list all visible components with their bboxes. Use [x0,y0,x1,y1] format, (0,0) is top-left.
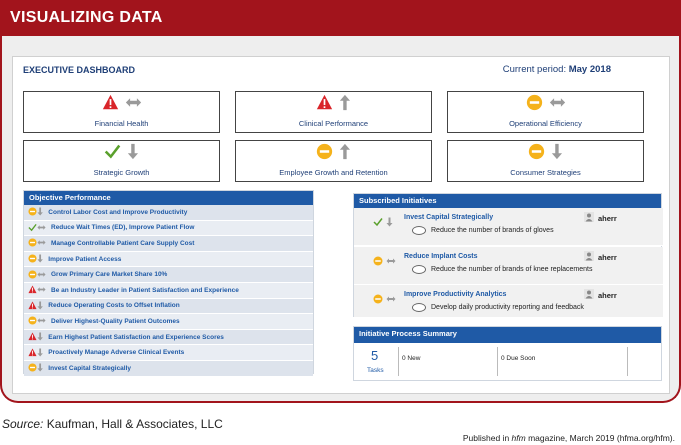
objective-label: Reduce Wait Times (ED), Improve Patient Flow [51,224,195,232]
objective-label: Invest Capital Strategically [48,364,132,372]
description-text: Develop daily productivity reporting and feedback [431,304,584,311]
objective-row[interactable] [24,361,313,377]
tasks-label: Tasks [367,367,384,374]
objective-performance-header: Objective Performance [24,191,313,205]
source-text: Kaufman, Hall & Associates, LLC [43,417,223,431]
objective-label: Reduce Operating Costs to Offset Inflation [48,302,180,310]
due-soon-count[interactable]: 0 Due Soon [501,355,536,362]
user-icon [584,251,594,263]
banner [0,0,681,36]
figure-frame [0,36,681,403]
status-icon [316,94,333,116]
source-label: Source: [2,417,44,431]
card-strategic-growth[interactable] [23,140,220,182]
user-icon [584,212,594,224]
objective-row[interactable] [24,205,313,221]
trend-icon [386,291,396,309]
description-text: Reduce the number of brands of gloves [431,227,554,234]
card-financial-health[interactable] [23,91,220,133]
trend-icon [386,253,396,271]
executive-dashboard [12,56,670,394]
objective-label: Deliver Highest-Quality Patient Outcomes [51,317,180,325]
card-consumer-strategies[interactable] [447,140,644,182]
user-icon [584,289,594,301]
card-clinical-performance[interactable] [235,91,432,133]
subscribed-initiatives-panel [353,193,662,317]
card-employee-growth[interactable] [235,140,432,182]
status-icon [28,359,37,377]
source-credit [2,417,223,431]
initiative-name[interactable]: Invest Capital Strategically [404,214,494,221]
status-icon [373,291,383,309]
period-label: Current period: [502,64,567,75]
description-text: Reduce the number of brands of knee replacements [431,266,593,273]
owner-name: aherr [598,252,617,262]
trend-icon [551,143,563,165]
comment-icon [412,226,426,235]
objective-row[interactable] [24,236,313,252]
objective-label: Earn Highest Patient Satisfaction and Experience Scores [48,333,224,341]
status-icon [373,253,383,271]
objective-row[interactable] [24,252,313,268]
trend-icon [125,94,142,116]
initiative-row[interactable] [354,285,663,318]
objective-label: Control Labor Cost and Improve Productivity [48,208,188,216]
card-label: Operational Efficiency [509,119,582,128]
initiative-owner [584,251,617,263]
owner-name: aherr [598,213,617,223]
initiative-description [412,303,584,312]
objective-row[interactable] [24,283,313,299]
objective-performance-panel [23,190,314,374]
banner-title: VISUALIZING DATA [10,9,163,26]
initiative-owner [584,289,617,301]
trend-icon [549,94,566,116]
objective-label: Manage Controllable Patient Care Supply Cost [51,239,195,247]
divider [398,347,399,376]
tasks-count[interactable]: 5 [371,348,379,363]
initiative-description [412,265,593,274]
objective-label: Improve Patient Access [48,255,122,263]
period-value: May 2018 [568,64,611,75]
divider [627,347,628,376]
status-icon [316,143,333,165]
card-label: Consumer Strategies [510,168,581,177]
objective-row[interactable] [24,299,313,315]
dashboard-title: EXECUTIVE DASHBOARD [23,65,136,75]
objective-row[interactable] [24,221,313,237]
comment-icon [412,265,426,274]
objective-row[interactable] [24,345,313,361]
initiative-process-summary [353,326,662,381]
subscribed-initiatives-header: Subscribed Initiatives [354,194,661,208]
trend-icon [127,143,139,165]
published-mag: hfm [511,433,526,443]
owner-name: aherr [598,290,617,300]
published-credit [463,433,675,443]
comment-icon [412,303,426,312]
published-post: magazine, March 2019 (hfma.org/hfm). [525,433,675,443]
current-period [503,64,611,75]
objective-row[interactable] [24,330,313,346]
card-label: Employee Growth and Retention [279,168,388,177]
objective-row[interactable] [24,267,313,283]
published-pre: Published in [462,433,512,443]
trend-icon [386,214,393,232]
card-operational-efficiency[interactable] [447,91,644,133]
status-icon [528,143,545,165]
objective-label: Grow Primary Care Market Share 10% [51,271,168,279]
status-icon [373,214,383,232]
initiative-name[interactable]: Improve Productivity Analytics [404,291,507,298]
initiative-row[interactable] [354,247,663,285]
new-count[interactable]: 0 New [402,355,421,362]
initiative-name[interactable]: Reduce Implant Costs [404,253,478,260]
status-icon [104,143,121,165]
status-icon [102,94,119,116]
trend-icon [339,143,351,165]
objective-label: Be an Industry Leader in Patient Satisfaction and Experience [51,286,239,294]
trend-icon [37,359,43,377]
objective-list [24,205,313,377]
initiative-row[interactable] [354,208,663,246]
objective-row[interactable] [24,314,313,330]
initiative-description [412,226,554,235]
trend-icon [339,94,351,116]
card-label: Financial Health [94,119,149,128]
process-summary-header: Initiative Process Summary [354,327,661,343]
status-icon [526,94,543,116]
initiative-owner [584,212,617,224]
objective-label: Proactively Manage Adverse Clinical Events [48,349,185,357]
card-label: Strategic Growth [93,168,150,177]
divider [497,347,498,376]
card-label: Clinical Performance [298,119,369,128]
